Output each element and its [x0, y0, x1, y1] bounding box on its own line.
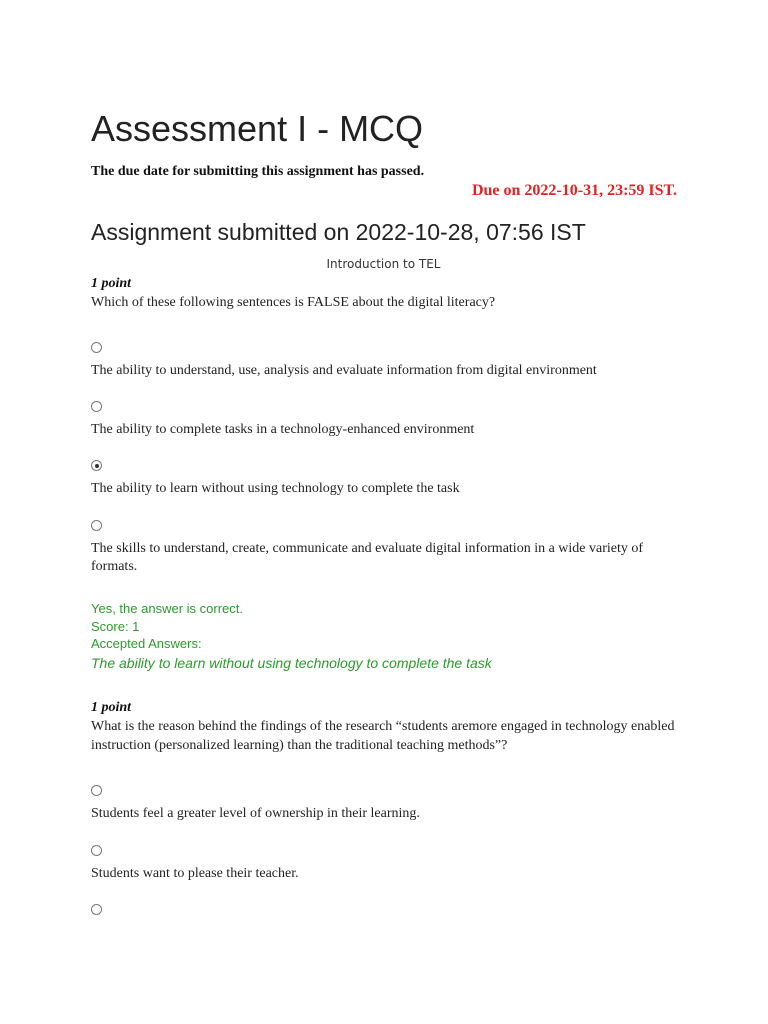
option-q1-b[interactable] — [91, 401, 681, 439]
question-points: 1 point — [91, 276, 132, 291]
option-label: The ability to learn without using technology to complete the task — [91, 481, 460, 496]
radio-button[interactable] — [91, 785, 102, 796]
submission-timestamp: Assignment submitted on 2022-10-28, 07:56 IST — [91, 219, 586, 245]
option-q2-a[interactable] — [91, 785, 681, 823]
radio-button[interactable] — [91, 401, 102, 412]
accepted-answers-label: Accepted Answers: — [91, 636, 202, 651]
option-label: The skills to understand, create, communicate and evaluate digital information in a wide variety of formats. — [91, 541, 644, 574]
option-q1-c[interactable] — [91, 460, 681, 498]
radio-button[interactable] — [91, 904, 102, 915]
feedback-score: Score: 1 — [91, 618, 140, 634]
radio-button[interactable] — [91, 520, 102, 531]
option-label: Students feel a greater level of ownership in their learning. — [91, 806, 420, 821]
option-q1-a[interactable] — [91, 342, 681, 380]
due-date: Due on 2022-10-31, 23:59 IST. — [471, 182, 677, 199]
option-label: Students want to please their teacher. — [91, 866, 299, 881]
page-title: Assessment I - MCQ — [91, 108, 424, 149]
option-label: The ability to complete tasks in a technology-enhanced environment — [91, 422, 475, 437]
question-1-header — [91, 275, 681, 312]
accepted-answer: The ability to learn without using technology to complete the task — [91, 654, 492, 671]
deadline-passed-notice: The due date for submitting this assignment has passed. — [91, 164, 425, 179]
answer-feedback — [91, 600, 492, 672]
course-name: Introduction to TEL — [326, 257, 441, 271]
radio-button[interactable] — [91, 845, 102, 856]
option-q1-d[interactable] — [91, 520, 681, 576]
feedback-result: Yes, the answer is correct. — [91, 601, 243, 616]
radio-button[interactable] — [91, 342, 102, 353]
question-text: What is the reason behind the findings of the research “students aremore engaged in technology enabled instruction (personalized learning) than the traditional teaching methods”? — [91, 719, 675, 753]
option-q2-c[interactable] — [91, 904, 681, 915]
question-points: 1 point — [91, 700, 132, 715]
option-label: The ability to understand, use, analysis and evaluate information from digital environment — [91, 363, 597, 378]
radio-button-selected[interactable] — [91, 460, 102, 471]
question-text: Which of these following sentences is FALSE about the digital literacy? — [91, 295, 496, 310]
option-q2-b[interactable] — [91, 845, 681, 883]
question-2-header — [91, 699, 681, 755]
